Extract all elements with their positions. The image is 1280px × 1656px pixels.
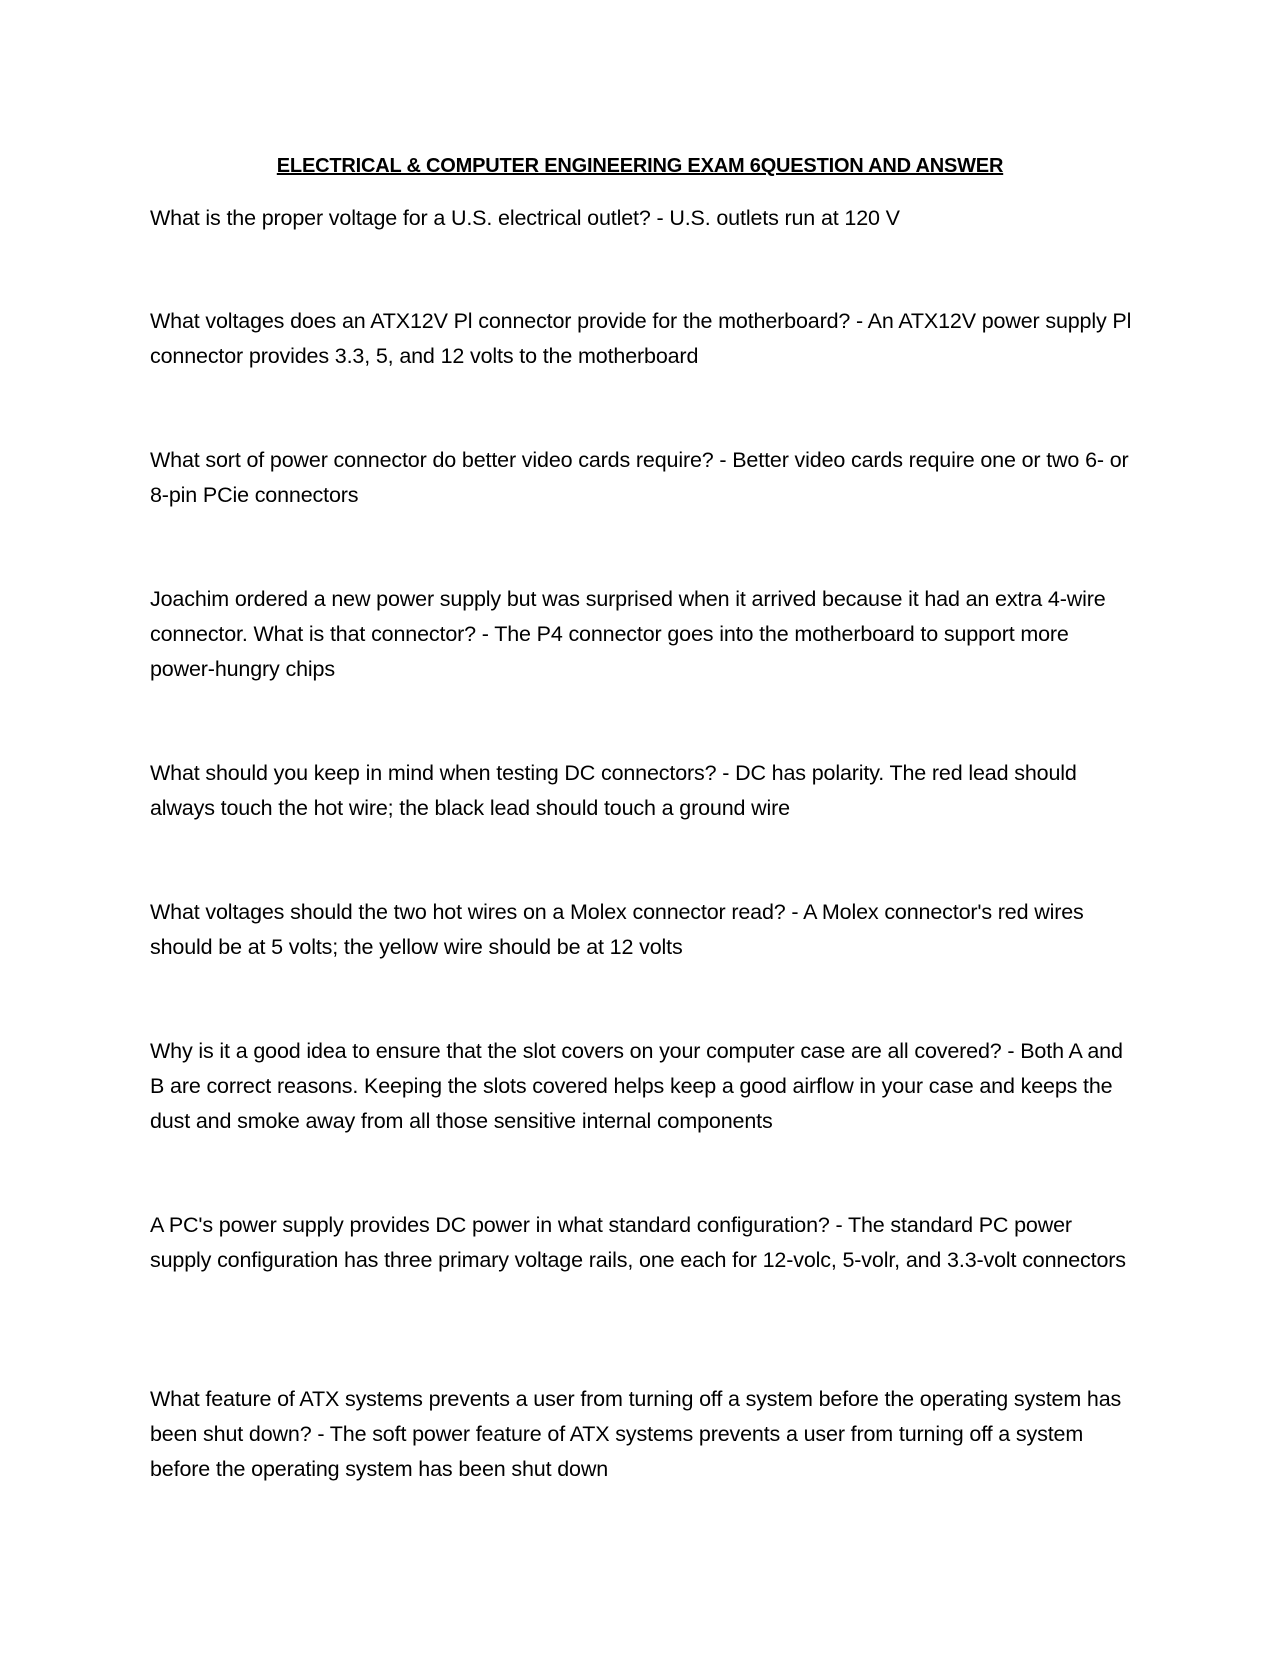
qa-item-3: What sort of power connector do better video cards require? - Better video cards require one or two 6- or 8-pin PCie connectors (150, 448, 1129, 507)
qa-item-4: Joachim ordered a new power supply but was surprised when it arrived because it had an extra 4-wire connector. What is that connector? - The P4 connector goes into the motherboard to support more power-hungry chips (150, 587, 1106, 681)
qa-item-5: What should you keep in mind when testing DC connectors? - DC has polarity. The red lead should always touch the hot wire; the black lead should touch a ground wire (150, 761, 1077, 820)
qa-item-7: Why is it a good idea to ensure that the slot covers on your computer case are all covered? - Both A and B are correct reasons. Keeping the slots covered helps keep a good airflow in your case and keeps the dust and smoke away from all those sensitive internal components (150, 1039, 1123, 1133)
qa-item-2: What voltages does an ATX12V Pl connector provide for the motherboard? - An ATX12V power supply Pl connector provides 3.3, 5, and 12 volts to the motherboard (150, 309, 1132, 368)
qa-item-1: What is the proper voltage for a U.S. electrical outlet? - U.S. outlets run at 120 V (150, 206, 900, 230)
page-title: ELECTRICAL & COMPUTER ENGINEERING EXAM 6QUESTION AND ANSWER (276, 155, 1004, 177)
qa-item-9: What feature of ATX systems prevents a user from turning off a system before the operating system has been shut down? - The soft power feature of ATX systems prevents a user from turning off a system before the operating system has been shut down (150, 1387, 1122, 1481)
qa-item-6: What voltages should the two hot wires on a Molex connector read? - A Molex connector's red wires should be at 5 volts; the yellow wire should be at 12 volts (150, 900, 1084, 959)
qa-item-8: A PC's power supply provides DC power in what standard configuration? - The standard PC power supply configuration has three primary voltage rails, one each for 12-volc, 5-volr, and 3.3-volt connectors (150, 1213, 1126, 1272)
